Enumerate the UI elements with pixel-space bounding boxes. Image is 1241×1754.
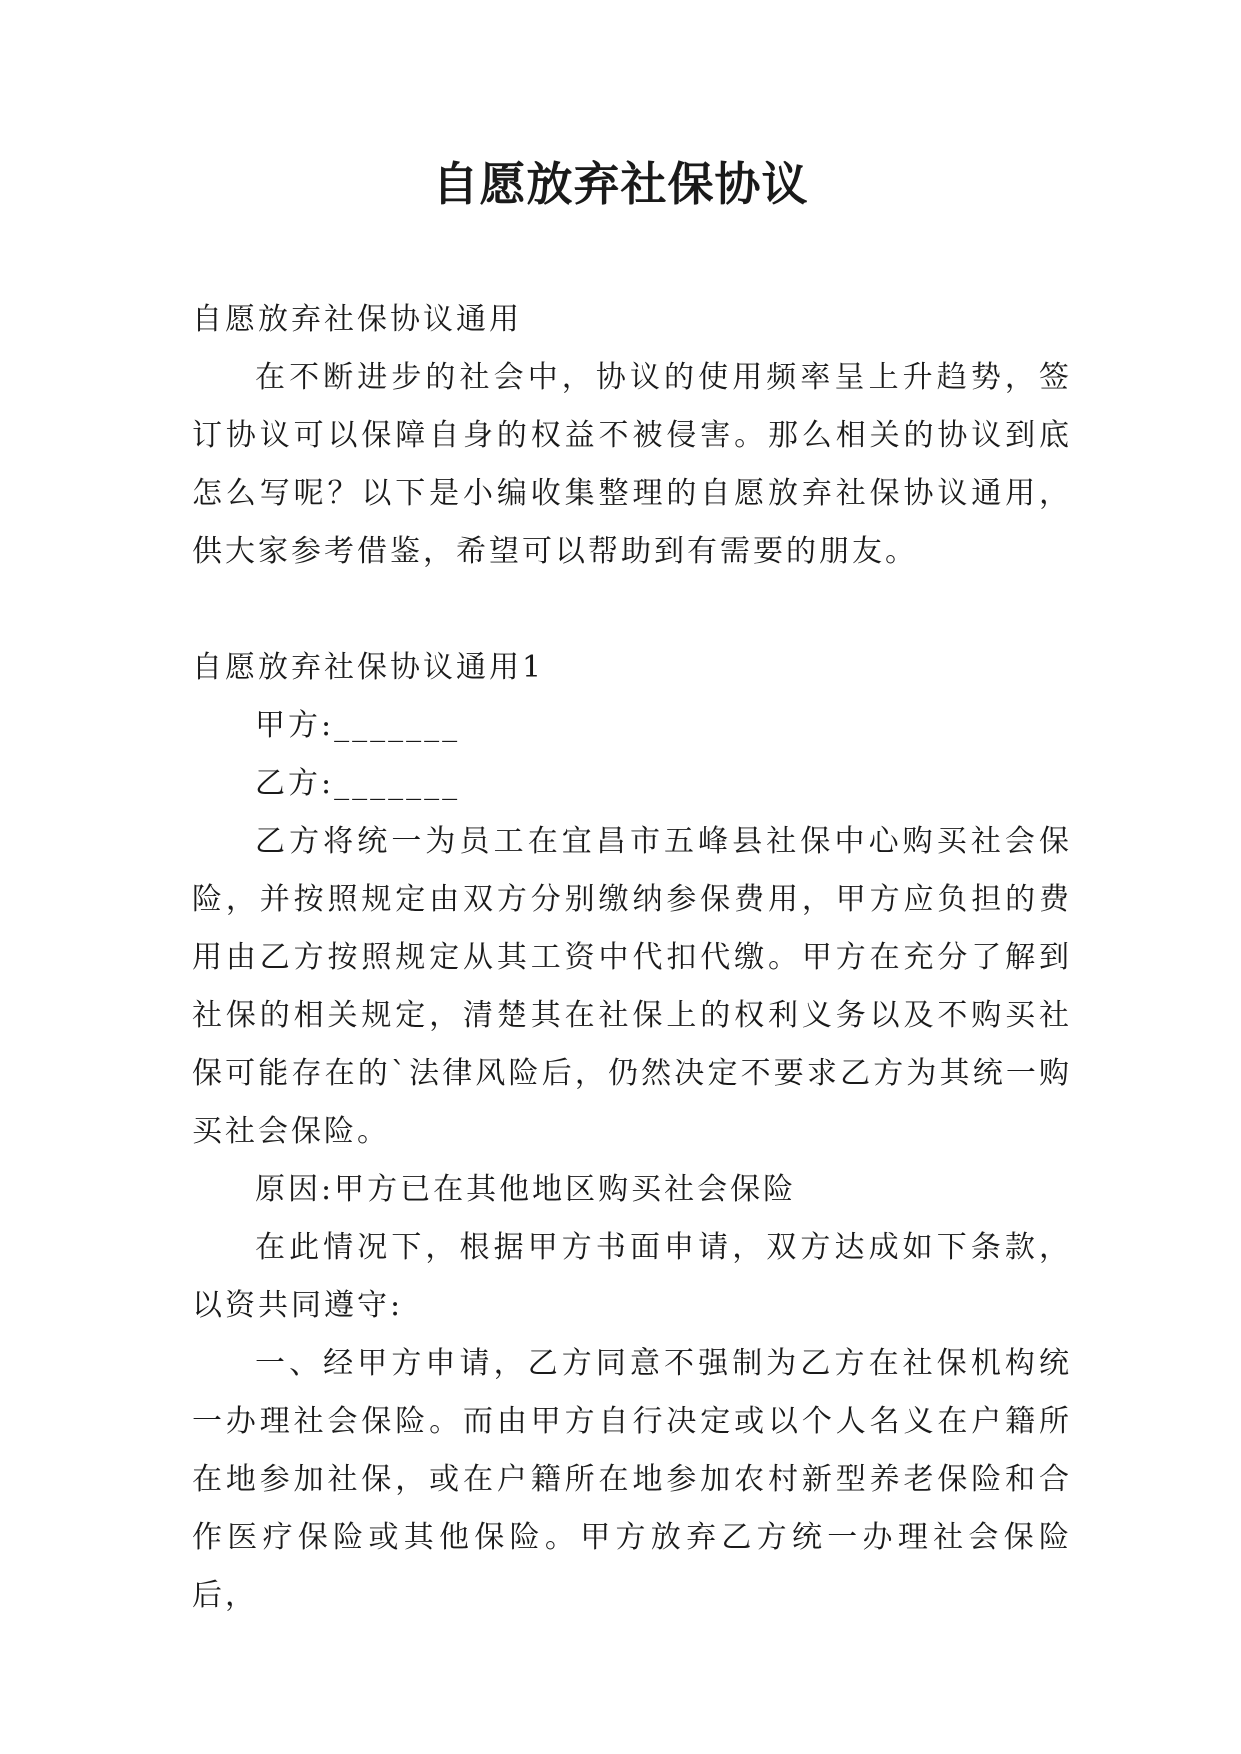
terms-intro-paragraph: 在此情况下，根据甲方书面申请，双方达成如下条款，以资共同遵守: <box>192 1230 1072 1323</box>
agreement-paragraph: 乙方将统一为员工在宜昌市五峰县社保中心购买社会保险，并按照规定由双方分别缴纳参保费用，甲方应负担的费用由乙方按照规定从其工资中代扣代缴。甲方在充分了解到社保的相关规定，清楚其在社保上的权利义务以及不购买社保可能存在的`法律风险后，仍然决定不要求乙方为其统一购买社会保险。 <box>192 824 1072 1149</box>
document-title: 自愿放弃社保协议 <box>432 157 809 211</box>
intro-paragraph: 在不断进步的社会中，协议的使用频率呈上升趋势，签订协议可以保障自身的权益不被侵害。那么相关的协议到底怎么写呢？以下是小编收集整理的自愿放弃社保协议通用，供大家参考借鉴，希望可以帮助到有需要的朋友。 <box>192 360 1072 569</box>
reason-line: 原因:甲方已在其他地区购买社会保险 <box>255 1172 797 1207</box>
party-a-line: 甲方:_______ <box>255 708 461 743</box>
clause-one-paragraph: 一、经甲方申请，乙方同意不强制为乙方在社保机构统一办理社会保险。而由甲方自行决定或以个人名义在户籍所在地参加社保，或在户籍所在地参加农村新型养老保险和合作医疗保险或其他保险。甲方放弃乙方统一办理社会保险后， <box>192 1346 1072 1613</box>
document-subtitle: 自愿放弃社保协议通用 <box>192 302 522 337</box>
section-heading: 自愿放弃社保协议通用1 <box>192 650 545 685</box>
party-b-line: 乙方:_______ <box>255 766 461 801</box>
document-body <box>192 291 1072 1625</box>
